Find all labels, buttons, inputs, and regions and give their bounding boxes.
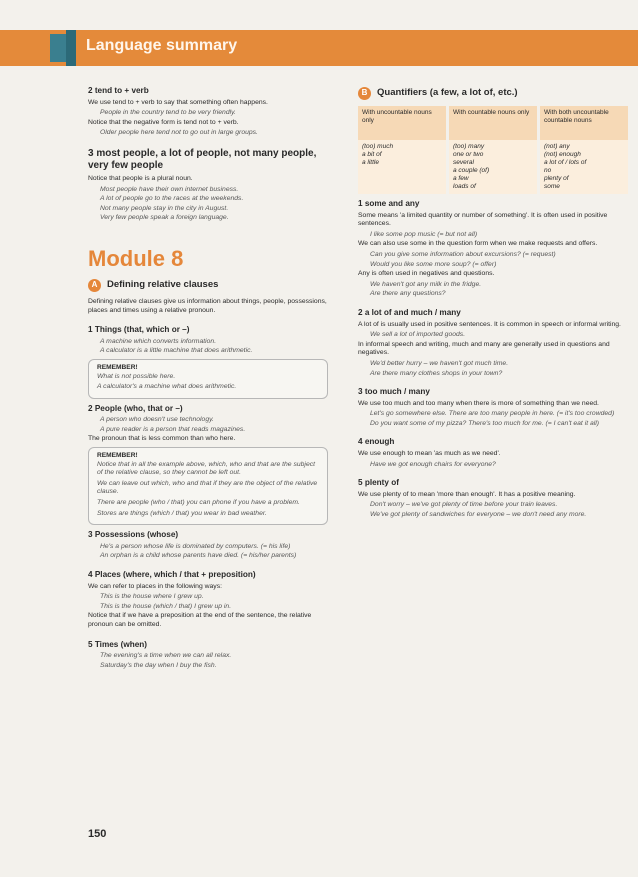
a-lot-of-example: Are there many clothes shops in your town? xyxy=(370,369,503,377)
things-example-1: A machine which converts information. xyxy=(100,337,217,345)
quantifiers-table xyxy=(358,106,628,194)
things-example-2: A calculator is a little machine that does arithmetic. xyxy=(100,347,253,355)
a-lot-of-text: In informal speech and writing, much and many are generally used in questions and negatives. xyxy=(358,340,610,357)
possessions-heading: 3 Possessions (whose) xyxy=(88,530,179,540)
section-a-title: Defining relative clauses xyxy=(107,279,219,291)
table-column-both xyxy=(540,140,628,194)
table-header: With countable nouns only xyxy=(449,106,537,140)
remember-note: What is not possible here. xyxy=(97,372,176,380)
enough-heading: 4 enough xyxy=(358,437,395,447)
table-cell: several xyxy=(453,159,474,166)
section-b-title: Quantifiers (a few, a lot of, etc.) xyxy=(377,87,518,99)
remember-example: Stores are things (which / that) you wear in bad weather. xyxy=(97,509,267,517)
remember-heading: REMEMBER! xyxy=(97,363,138,371)
section-a-badge: A xyxy=(88,279,101,292)
remember-box-2 xyxy=(88,447,328,525)
times-example-1: The evening's a time when we can all relax. xyxy=(100,652,232,660)
some-any-text: Any is often used in negatives and questions. xyxy=(358,270,495,278)
tend-to-negative-example: Older people here tend not to go out in large groups. xyxy=(100,129,258,137)
most-people-text: Notice that people is a plural noun. xyxy=(88,174,193,182)
table-cell: loads of xyxy=(453,183,476,190)
most-people-example: Most people have their own internet business. xyxy=(100,185,239,193)
most-people-heading: 3 most people, a lot of people, not many people, very few people xyxy=(88,147,317,171)
table-cell: some xyxy=(544,183,560,190)
some-any-example: Would you like some more soup? (= offer) xyxy=(370,260,497,268)
a-lot-of-text: A lot of is usually used in positive sentences. It is common in speech or informal writing. xyxy=(358,320,621,328)
too-much-example: Let's go somewhere else. There are too many people in here. (= it's too crowded) xyxy=(370,410,615,418)
a-lot-of-example: We'd better hurry – we haven't got much time. xyxy=(370,359,509,367)
things-heading: 1 Things (that, which or –) xyxy=(88,325,190,335)
places-note: Notice that if we have a preposition at the end of the sentence, the relative pronoun can be omitted. xyxy=(88,612,312,628)
module-title: Module 8 xyxy=(88,245,184,271)
tend-to-heading: 2 tend to + verb xyxy=(88,86,149,95)
places-example-2: This is the house (which / that) I grew up in. xyxy=(100,602,232,610)
places-example-1: This is the house where I grew up. xyxy=(100,593,204,601)
table-cell: a little xyxy=(362,159,379,166)
table-column-countable xyxy=(449,140,537,194)
page-number: 150 xyxy=(88,828,107,840)
some-any-text: Some means 'a limited quantity or number of something'. It is often used in positive sentences. xyxy=(358,211,608,228)
people-example-1: A person who doesn't use technology. xyxy=(100,416,214,424)
section-b-badge: B xyxy=(358,87,371,100)
header-title: Language summary xyxy=(86,37,238,54)
table-cell: no xyxy=(544,167,552,174)
right-column xyxy=(358,87,628,521)
a-lot-of-people-example: A lot of people go to the races at the weekends. xyxy=(100,195,244,203)
tend-to-negative-text: Notice that the negative form is tend not to + verb. xyxy=(88,118,239,126)
a-lot-of-heading: 2 a lot of and much / many xyxy=(358,307,461,317)
times-heading: 5 Times (when) xyxy=(88,639,147,649)
table-column-uncountable xyxy=(358,140,446,194)
table-header: With uncountable nouns only xyxy=(358,106,446,140)
plenty-of-example: We've got plenty of sandwiches for everyone – we don't need any more. xyxy=(370,511,587,519)
header-tab-mark-dark xyxy=(66,30,76,66)
table-cell: (not) any xyxy=(544,143,570,150)
a-lot-of-example: We sell a lot of imported goods. xyxy=(370,331,466,339)
people-text: The pronoun that is less common than who here. xyxy=(88,435,236,443)
table-cell: (too) much xyxy=(362,143,394,150)
times-example-2: Saturday's the day when I buy the fish. xyxy=(100,661,217,669)
not-many-people-example: Not many people stay in the city in August. xyxy=(100,204,229,212)
remember-note: We can leave out which, who and that if they are the object of the relative clause. xyxy=(97,479,318,496)
very-few-people-example: Very few people speak a foreign language. xyxy=(100,214,229,222)
places-heading: 4 Places (where, which / that + preposition) xyxy=(88,570,256,579)
some-any-example: Are there any questions? xyxy=(370,290,446,298)
plenty-of-text: We use plenty of to mean 'more than enough'. It has a positive meaning. xyxy=(358,490,576,498)
some-any-heading: 1 some and any xyxy=(358,199,420,208)
table-cell: (not) enough xyxy=(544,151,581,158)
enough-text: We use enough to mean 'as much as we need'. xyxy=(358,450,501,458)
too-much-text: We use too much and too many when there is more of something than we need. xyxy=(358,399,599,407)
remember-box-1 xyxy=(88,359,328,399)
people-heading: 2 People (who, that or –) xyxy=(88,403,183,413)
remember-heading: REMEMBER! xyxy=(97,452,138,460)
left-column xyxy=(88,87,328,671)
table-header: With both uncountable countable nouns xyxy=(540,106,628,140)
tend-to-text: We use tend to + verb to say that something often happens. xyxy=(88,98,268,106)
some-any-example: We haven't got any milk in the fridge. xyxy=(370,280,482,288)
too-much-heading: 3 too much / many xyxy=(358,387,430,397)
plenty-of-example: Don't worry – we've got plenty of time before your train leaves. xyxy=(370,501,558,509)
table-cell: a couple (of) xyxy=(453,167,490,174)
table-cell: (too) many xyxy=(453,143,485,150)
possessions-example-1: He's a person whose life is dominated by computers. (= his life) xyxy=(100,542,291,550)
remember-example: A calculator's a machine what does arithmetic. xyxy=(97,383,237,391)
some-any-example: I like some pop music (= but not all) xyxy=(370,230,478,238)
section-b-heading xyxy=(358,87,628,100)
table-cell: a bit of xyxy=(362,151,382,158)
enough-example: Have we got enough chairs for everyone? xyxy=(370,460,496,468)
table-cell: plenty of xyxy=(544,175,569,182)
some-any-example: Can you give some information about excursions? (= request) xyxy=(370,250,556,258)
plenty-of-heading: 5 plenty of xyxy=(358,478,399,488)
section-header xyxy=(0,30,638,66)
possessions-example-2: An orphan is a child whose parents have died. (= his/her parents) xyxy=(100,552,297,560)
relative-clauses-intro: Defining relative clauses give us information about things, people, possessions, places and times using a relative pronoun. xyxy=(88,297,327,314)
table-cell: one or two xyxy=(453,151,484,158)
remember-example: There are people (who / that) you can phone if you have a problem. xyxy=(97,499,300,507)
table-cell: a lot of / lots of xyxy=(544,159,587,166)
tend-to-example: People in the country tend to be very friendly. xyxy=(100,109,236,117)
remember-note: Notice that in all the example above, which, who and that are the subject of the relative clause, so they cannot be left out. xyxy=(97,460,316,477)
table-cell: a few xyxy=(453,175,469,182)
some-any-text: We can also use some in the question form when we make requests and offers. xyxy=(358,240,598,248)
places-text: We can refer to places in the following ways: xyxy=(88,582,222,590)
too-much-example: Do you want some of my pizza? There's too much for me. (= I can't eat it all) xyxy=(370,419,600,427)
section-a-heading xyxy=(88,279,328,292)
people-example-2: A pure reader is a person that reads magazines. xyxy=(100,425,246,433)
